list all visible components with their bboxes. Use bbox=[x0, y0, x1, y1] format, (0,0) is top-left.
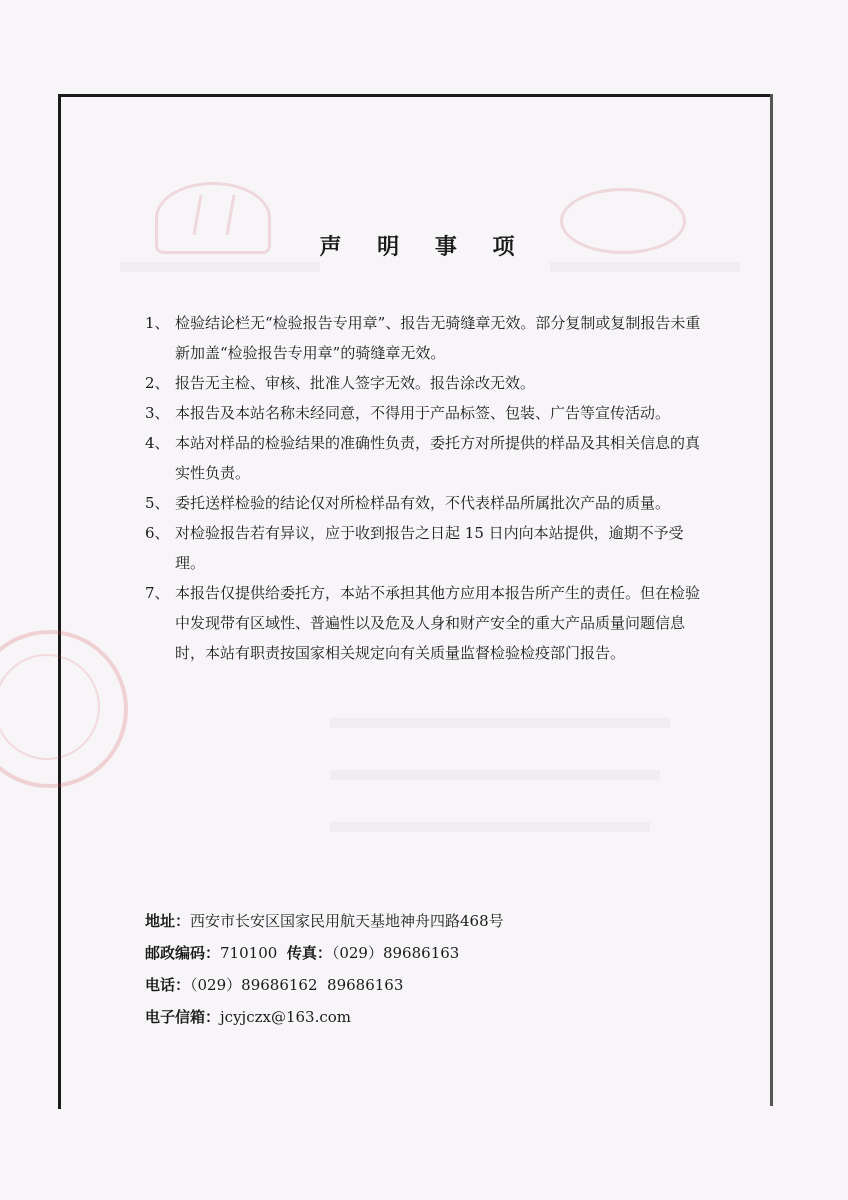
notice-number: 5、 bbox=[145, 494, 170, 512]
notice-text: 检验结论栏无“检验报告专用章”、报告无骑缝章无效。部分复制或复制报告未重新加盖“检验报告专用章”的骑缝章无效。 bbox=[175, 314, 701, 362]
faint-bleed-through bbox=[330, 770, 660, 780]
fax-label: 传真： bbox=[286, 944, 332, 962]
notice-text: 本报告仅提供给委托方，本站不承担其他方应用本报告所产生的责任。但在检验中发现带有区域性、普遍性以及危及人身和财产安全的重大产品质量问题信息时，本站有职责按国家相关规定向有关质量监督检验检疫部门报告。 bbox=[175, 584, 701, 662]
faint-bleed-through bbox=[550, 262, 740, 272]
postcode-label: 邮政编码： bbox=[145, 944, 221, 962]
address-value: 西安市长安区国家民用航天基地神舟四路468号 bbox=[190, 912, 504, 930]
email-value: jcyjczx@163.com bbox=[220, 1008, 352, 1026]
contact-block bbox=[145, 905, 705, 1033]
notice-item bbox=[145, 428, 705, 488]
notice-text: 委托送样检验的结论仅对所检样品有效，不代表样品所属批次产品的质量。 bbox=[175, 494, 671, 512]
notice-number: 7、 bbox=[145, 584, 170, 602]
notice-text: 本报告及本站名称未经同意，不得用于产品标签、包装、广告等宣传活动。 bbox=[175, 404, 671, 422]
address-label: 地址： bbox=[145, 912, 191, 930]
phone-value: （029）89686162 89686163 bbox=[190, 976, 404, 994]
email-label: 电子信箱： bbox=[145, 1008, 221, 1026]
notice-text: 对检验报告若有异议，应于收到报告之日起 15 日内向本站提供，逾期不予受理。 bbox=[175, 524, 684, 572]
notice-list bbox=[145, 308, 705, 668]
notice-item bbox=[145, 308, 705, 368]
notice-item bbox=[145, 518, 705, 578]
postcode-value: 710100 bbox=[220, 944, 278, 962]
notice-number: 2、 bbox=[145, 374, 170, 392]
notice-text: 报告无主检、审核、批准人签字无效。报告涂改无效。 bbox=[175, 374, 536, 392]
notice-item bbox=[145, 398, 705, 428]
email-line bbox=[145, 1001, 705, 1033]
notice-number: 3、 bbox=[145, 404, 170, 422]
faint-bleed-through bbox=[330, 718, 670, 728]
notice-item bbox=[145, 488, 705, 518]
notice-number: 4、 bbox=[145, 434, 170, 452]
faint-bleed-through bbox=[120, 262, 320, 272]
faint-bleed-through bbox=[330, 822, 650, 832]
page-title: 声 明 事 项 bbox=[319, 235, 529, 260]
notice-text: 本站对样品的检验结果的准确性负责，委托方对所提供的样品及其相关信息的真实性负责。 bbox=[175, 434, 701, 482]
notice-number: 1、 bbox=[145, 314, 170, 332]
postcode-fax-line bbox=[145, 937, 705, 969]
fax-value: （029）89686163 bbox=[331, 944, 460, 962]
notice-item bbox=[145, 368, 705, 398]
notice-number: 6、 bbox=[145, 524, 170, 542]
notice-item bbox=[145, 578, 705, 668]
address-line bbox=[145, 905, 705, 937]
phone-line bbox=[145, 969, 705, 1001]
phone-label: 电话： bbox=[145, 976, 191, 994]
